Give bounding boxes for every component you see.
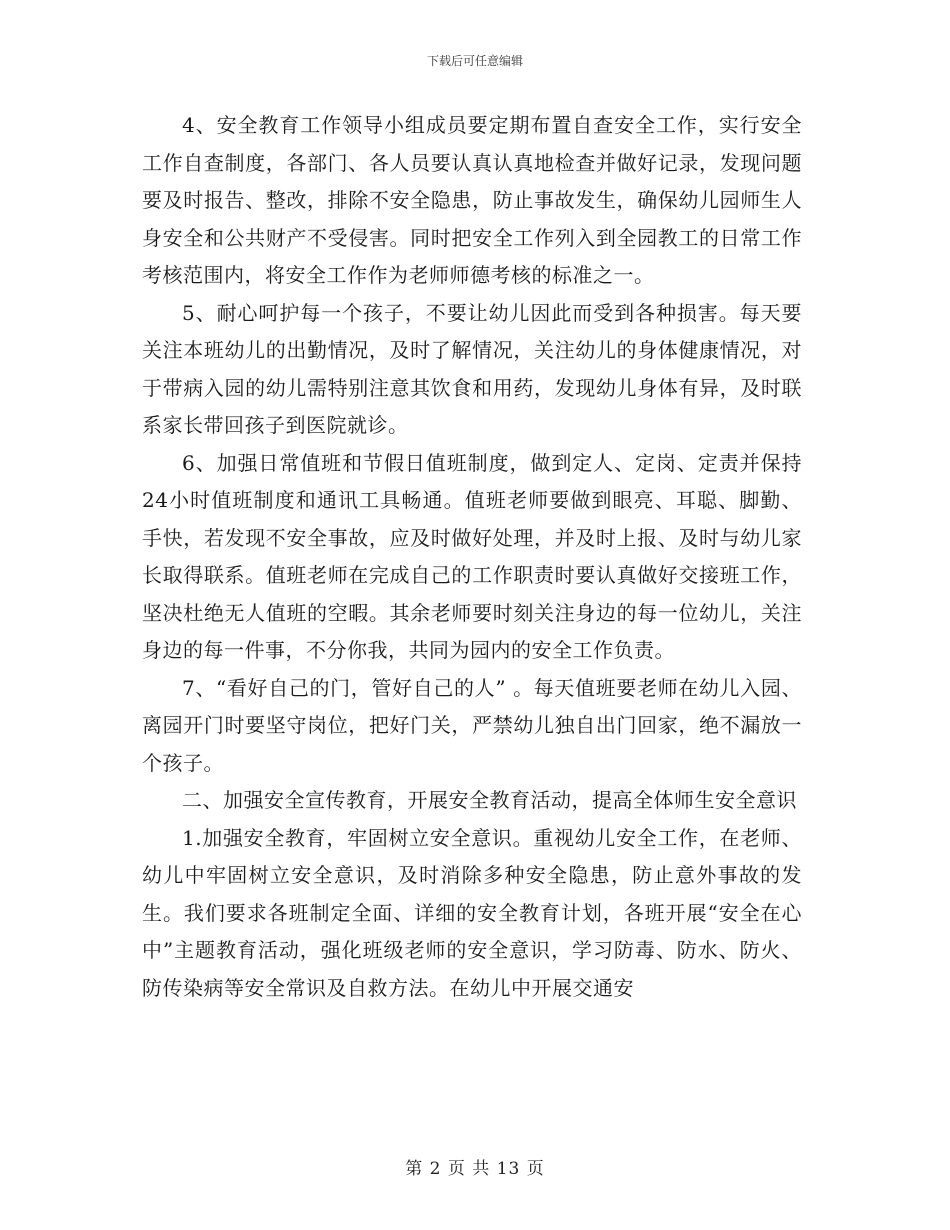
- paragraph-item-1: 1.加强安全教育，牢固树立安全意识。重视幼儿安全工作，在老师、幼儿中牢固树立安全意识，及时消除多种安全隐患，防止意外事故的发生。我们要求各班制定全面、详细的安全教育计划，各班开展“安全在心中”主题教育活动，强化班级老师的安全意识，学习防毒、防水、防火、防传染病等安全常识及自救方法。在幼儿中开展交通安: [142, 825, 802, 1000]
- paragraph-item-5: 5、耐心呵护每一个孩子，不要让幼儿因此而受到各种损害。每天要关注本班幼儿的出勤情况，及时了解情况，关注幼儿的身体健康情况，对于带病入园的幼儿需特别注意其饮食和用药，发现幼儿身体有异，及时联系家长带回孩子到医院就诊。: [142, 300, 802, 437]
- section-heading-2: 二、加强安全宣传教育，开展安全教育活动，提高全体师生安全意识: [182, 788, 797, 812]
- document-body: [142, 107, 802, 1007]
- page-header: 下载后可任意编辑: [426, 54, 523, 68]
- paragraph-item-4: 4、安全教育工作领导小组成员要定期布置自查安全工作，实行安全工作自查制度，各部门、各人员要认真认真地检查并做好记录，发现问题要及时报告、整改，排除不安全隐患，防止事故发生，确保幼儿园师生人身安全和公共财产不受侵害。同时把安全工作列入到全园教工的日常工作考核范围内，将安全工作作为老师师德考核的标准之一。: [142, 113, 802, 287]
- page-number: 第 2 页 共 13 页: [405, 1159, 545, 1179]
- paragraph-item-6: 6、加强日常值班和节假日值班制度，做到定人、定岗、定责并保持24小时值班制度和通讯工具畅通。值班老师要做到眼亮、耳聪、脚勤、手快，若发现不安全事故，应及时做好处理，并及时上报、及时与幼儿家长取得联系。值班老师在完成自己的工作职责时要认真做好交接班工作，坚决杜绝无人值班的空暇。其余老师要时刻关注身边的每一位幼儿，关注身边的每一件事，不分你我，共同为园内的安全工作负责。: [142, 450, 802, 662]
- paragraph-item-7: 7、“看好自己的门，管好自己的人” 。每天值班要老师在幼儿入园、离园开门时要坚守岗位，把好门关，严禁幼儿独自出门回家，绝不漏放一个孩子。: [142, 675, 802, 775]
